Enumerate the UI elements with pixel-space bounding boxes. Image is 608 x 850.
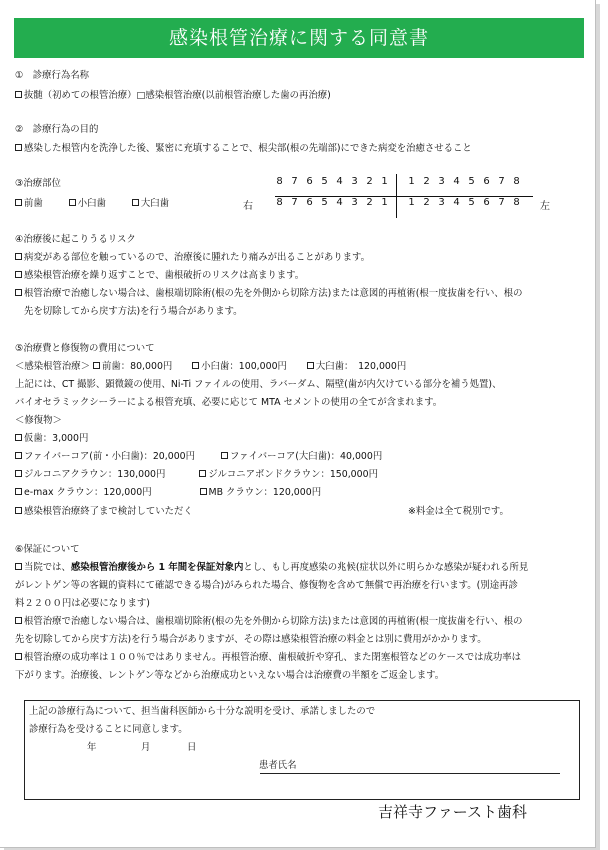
section2-heading: ② 診療行為の目的 bbox=[15, 124, 99, 135]
consent-line: 診療行為を受けることに同意します。 bbox=[29, 724, 188, 735]
document-title: 感染根管治療に関する同意書 bbox=[14, 18, 584, 58]
risk-item-continued: 先を切除してから戻す方法)を行う場合があります。 bbox=[24, 306, 243, 317]
tooth-chart-occlusal-line bbox=[275, 196, 533, 197]
warranty-para: 下がります。治療後、レントゲン等などから治療成功といえない場合は治療費の半額をご返金します。 bbox=[15, 670, 445, 681]
checkbox-premolar[interactable] bbox=[69, 199, 76, 206]
checkbox[interactable] bbox=[15, 434, 22, 441]
checkbox[interactable] bbox=[15, 253, 22, 260]
date-day: 日 bbox=[187, 742, 197, 753]
checkbox[interactable] bbox=[199, 470, 206, 477]
fee-line: ＜感染根管治療＞ 前歯：80,000円 小臼歯：100,000円 大臼歯： 120,000円 bbox=[15, 361, 407, 372]
checkbox[interactable] bbox=[15, 91, 22, 98]
restoration-item: ジルコニアクラウン：130,000円 ジルコニアボンドクラウン：150,000円 bbox=[15, 466, 378, 484]
tax-note: ※料金は全て税別です。 bbox=[408, 506, 509, 517]
section5-heading: ⑤治療費と修復物の費用について bbox=[15, 343, 155, 354]
checkbox[interactable] bbox=[15, 488, 22, 495]
checkbox-front[interactable] bbox=[15, 199, 22, 206]
lower-left-teeth: 1 2 3 4 5 6 7 8 bbox=[408, 197, 520, 208]
upper-left-teeth: 1 2 3 4 5 6 7 8 bbox=[408, 176, 520, 187]
page-shadow-right bbox=[596, 4, 600, 850]
restoration-item: 感染根管治療終了まで検討していただく bbox=[15, 503, 193, 521]
fee-note: 上記には、CT 撮影、顕微鏡の使用、Ni-Ti ファイルの使用、ラバーダム、隔壁(歯が内欠けている部分を補う処置)、 bbox=[15, 379, 502, 390]
checkbox[interactable] bbox=[15, 144, 22, 151]
checkbox[interactable] bbox=[15, 617, 22, 624]
checkbox[interactable] bbox=[15, 507, 22, 514]
checkbox[interactable] bbox=[15, 289, 22, 296]
patient-name-label: 患者氏名 bbox=[259, 760, 297, 771]
risk-item: 病変がある部位を触っているので、治療後に腫れたり痛みが出ることがあります。 bbox=[15, 249, 370, 267]
checkbox[interactable] bbox=[15, 470, 22, 477]
signature-line[interactable] bbox=[260, 773, 560, 774]
restoration-item: 仮歯：3,000円 bbox=[15, 430, 88, 448]
section1-line: 抜髄（初めての根管治療）□感染根管治療(以前根管治療した歯の再治療) bbox=[15, 87, 331, 105]
checkbox-molar[interactable] bbox=[132, 199, 139, 206]
checkbox[interactable] bbox=[93, 362, 100, 369]
warranty-para: 根管治療で治癒しない場合は、歯根端切除術(根の先を外側から切除方法)または意図的再植術(根一度抜歯を行い、根の bbox=[15, 613, 522, 631]
section4-heading: ④治療後に起こりうるリスク bbox=[15, 234, 136, 245]
clinic-name: 吉祥寺ファースト歯科 bbox=[378, 803, 527, 821]
right-side-label: 右 bbox=[243, 201, 253, 212]
restoration-item: e-max クラウン：120,000円 MB クラウン：120,000円 bbox=[15, 484, 321, 502]
risk-item: 感染根管治療を繰り返すことで、歯根破折のリスクは高まります。 bbox=[15, 267, 304, 285]
section1-heading: ① 診療行為名称 bbox=[15, 70, 90, 81]
restoration-heading: ＜修復物＞ bbox=[15, 415, 62, 426]
risk-item: 根管治療で治癒しない場合は、歯根端切除術(根の先を外側から切除方法)または意図的再植術(根一度抜歯を行い、根の bbox=[15, 285, 522, 303]
left-side-label: 左 bbox=[540, 201, 550, 212]
checkbox[interactable] bbox=[15, 271, 22, 278]
warranty-para: 当院では、感染根管治療後から 1 年間を保証対象内とし、もし再度感染の兆候(症状以外に明らかな感染が疑われる所見 bbox=[15, 559, 528, 577]
date-year: 年 bbox=[87, 742, 97, 753]
consent-line: 上記の診療行為について、担当歯科医師から十分な説明を受け、承諾しましたので bbox=[29, 706, 376, 717]
tooth-type-options: 前歯 小臼歯 大臼歯 bbox=[15, 195, 169, 213]
checkbox[interactable] bbox=[221, 452, 228, 459]
checkbox[interactable] bbox=[307, 362, 314, 369]
date-month: 月 bbox=[141, 742, 151, 753]
checkbox[interactable] bbox=[200, 488, 207, 495]
checkbox[interactable] bbox=[15, 563, 22, 570]
upper-right-teeth: 8 7 6 5 4 3 2 1 bbox=[276, 176, 388, 187]
section6-heading: ⑥保証について bbox=[15, 544, 80, 555]
fee-note: バイオセラミックシーラーによる根管充填、必要に応じて MTA セメントの使用の全てが含まれます。 bbox=[15, 397, 443, 408]
warranty-para: 料２２００円は必要になります) bbox=[15, 598, 150, 609]
lower-right-teeth: 8 7 6 5 4 3 2 1 bbox=[276, 197, 388, 208]
warranty-para: がレントゲン等の客観的資料にて確認できる場合)がみられた場合、修復物を含めて無償で再治療を行います。(別途再診 bbox=[15, 580, 518, 591]
consent-box bbox=[24, 700, 580, 800]
checkbox[interactable] bbox=[192, 362, 199, 369]
restoration-item: ファイバーコア(前・小臼歯)：20,000円 ファイバーコア(大臼歯)：40,000円 bbox=[15, 448, 382, 466]
section3-heading: ③治療部位 bbox=[15, 178, 61, 189]
warranty-para: 根管治療の成功率は１００％ではありません。再根管治療、歯根破折や穿孔、また閉塞根管などのケースでは成功率は bbox=[15, 649, 521, 667]
checkbox[interactable] bbox=[15, 653, 22, 660]
warranty-para: 先を切除してから戻す方法)を行う場合がありますが、その際は感染根管治療の料金とは別に費用がかかります。 bbox=[15, 634, 487, 645]
section2-line: 感染した根管内を洗浄した後、緊密に充填することで、根尖部(根の先端部)にできた病変を治癒させること bbox=[15, 140, 472, 158]
checkbox[interactable] bbox=[15, 452, 22, 459]
